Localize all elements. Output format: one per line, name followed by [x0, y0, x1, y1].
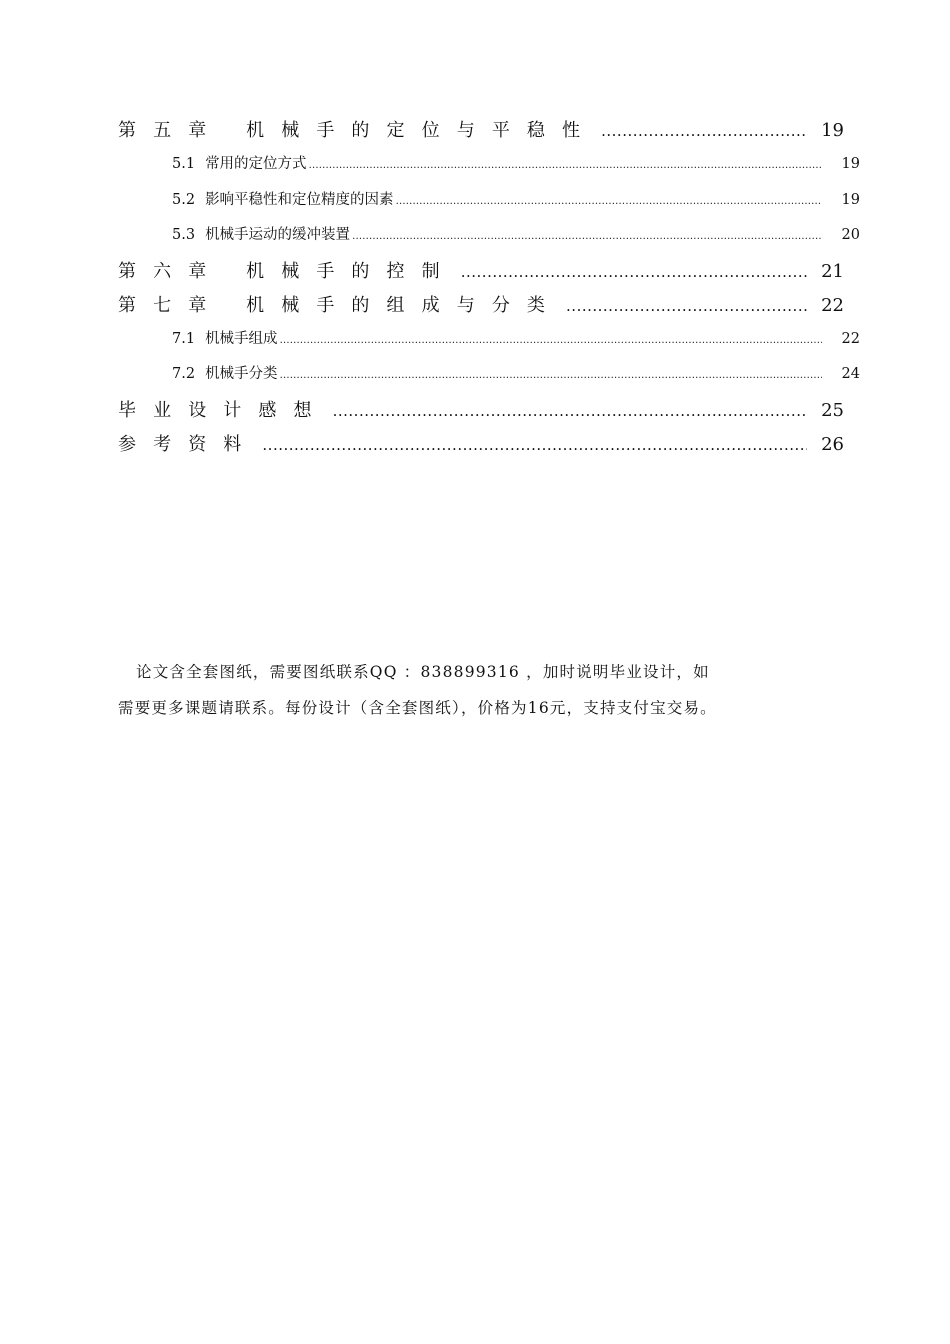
toc-entry-number: 7.2: [172, 366, 196, 382]
toc-entry-title: 第六章 机械手的控制: [118, 260, 457, 282]
toc-entry-number: 7.1: [172, 330, 196, 347]
toc-leader-dots: [333, 402, 807, 420]
toc-entry-page: 22: [821, 294, 844, 316]
toc-entry-title: 机械手组成: [205, 330, 278, 347]
toc-entry-title: 机械手运动的缓冲装置: [205, 227, 351, 243]
toc-entry-page: 19: [841, 191, 860, 208]
toc-leader-dots: [309, 160, 822, 171]
toc-entry-number: 5.2: [172, 191, 196, 208]
toc-leader-dots: [601, 122, 807, 140]
toc-entry-title: 影响平稳性和定位精度的因素: [205, 191, 394, 208]
toc-entry-section-5-3[interactable]: [118, 221, 860, 257]
table-of-contents: [118, 116, 860, 464]
toc-entry-section-5-1[interactable]: [118, 150, 860, 186]
toc-entry-references[interactable]: [118, 430, 860, 464]
contact-note-line-1: 论文含全套图纸，需要图纸联系QQ ：838899316 ，加时说明毕业设计，如: [136, 663, 710, 681]
toc-leader-dots: [262, 436, 807, 454]
toc-entry-page: 26: [821, 433, 844, 455]
toc-entry-title: 常用的定位方式: [205, 156, 307, 172]
toc-entry-page: 25: [821, 399, 844, 421]
toc-entry-thoughts[interactable]: [118, 396, 860, 430]
toc-entry-page: 21: [821, 260, 844, 282]
toc-entry-page: 20: [841, 227, 860, 243]
toc-leader-dots: [352, 231, 822, 242]
toc-entry-section-5-2[interactable]: [118, 186, 860, 222]
toc-leader-dots: [396, 196, 822, 207]
toc-leader-dots: [566, 297, 807, 315]
toc-entry-page: 19: [821, 120, 844, 141]
toc-entry-page: 19: [841, 156, 860, 172]
toc-entry-section-7-1[interactable]: [118, 325, 860, 361]
toc-entry-chapter-6[interactable]: [118, 257, 860, 291]
toc-entry-title: 参考资料: [118, 433, 259, 455]
toc-entry-title: 第七章 机械手的组成与分类: [118, 294, 563, 316]
toc-entry-number: 5.3: [172, 227, 196, 243]
toc-entry-section-7-2[interactable]: [118, 360, 860, 396]
contact-note: [118, 654, 838, 726]
toc-entry-chapter-7[interactable]: [118, 291, 860, 325]
toc-entry-chapter-5[interactable]: [118, 116, 860, 150]
toc-entry-title: 机械手分类: [205, 366, 278, 382]
contact-note-line-2: 需要更多课题请联系。每份设计（含全套图纸），价格为16元，支持支付宝交易。: [118, 699, 717, 717]
toc-entry-number: 5.1: [172, 156, 196, 172]
toc-entry-title: 第五章 机械手的定位与平稳性: [118, 120, 598, 141]
toc-leader-dots: [280, 370, 822, 381]
toc-entry-title: 毕业设计感想: [118, 399, 329, 421]
toc-leader-dots: [461, 263, 807, 281]
toc-entry-page: 24: [841, 366, 860, 382]
toc-leader-dots: [280, 335, 822, 346]
toc-entry-page: 22: [841, 330, 860, 347]
